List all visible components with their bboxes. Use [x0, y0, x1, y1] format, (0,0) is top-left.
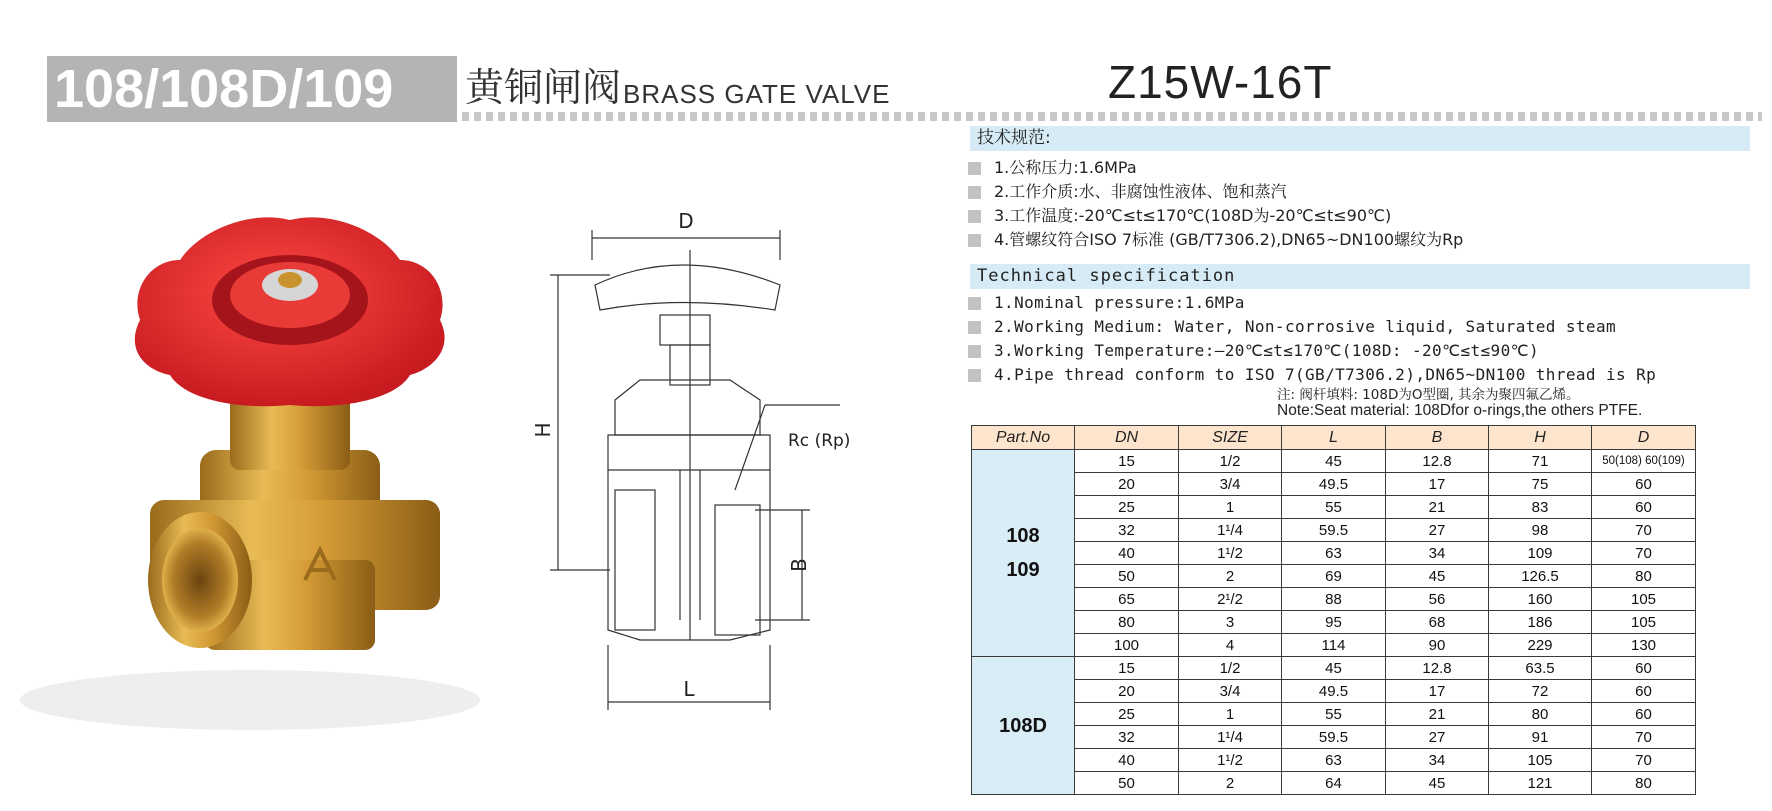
table-cell: 65: [1075, 588, 1179, 611]
table-cell: 70: [1592, 726, 1696, 749]
table-cell: 60: [1592, 657, 1696, 680]
table-cell: 3: [1179, 611, 1282, 634]
valve-section-drawing: [520, 200, 890, 740]
table-cell: 50: [1075, 772, 1179, 795]
table-cell: 1: [1179, 703, 1282, 726]
table-row: [972, 565, 1696, 588]
standard-code: Z15W-16T: [1108, 56, 1333, 108]
table-cell: 50(108) 60(109): [1592, 450, 1696, 473]
table-cell: 20: [1075, 680, 1179, 703]
table-row: [972, 611, 1696, 634]
product-title-en: BRASS GATE VALVE: [623, 79, 891, 109]
table-cell: 60: [1592, 496, 1696, 519]
product-title-cn: 黄铜闸阀: [465, 66, 622, 111]
table-cell: 95: [1282, 611, 1386, 634]
part-number-cell: 108D: [972, 657, 1075, 795]
table-cell: 17: [1386, 473, 1489, 496]
table-cell: 1¹/2: [1179, 542, 1282, 565]
table-cell: 59.5: [1282, 726, 1386, 749]
table-cell: 2: [1179, 565, 1282, 588]
table-cell: 25: [1075, 703, 1179, 726]
packing-note-en: Note:Seat material: 108Dfor o-rings,the others PTFE.: [1277, 402, 1643, 419]
spec-cn-item: 1.公称压力:1.6MPa: [968, 156, 1463, 180]
table-cell: 12.8: [1386, 657, 1489, 680]
table-row: [972, 772, 1696, 795]
bullet-square-icon: [968, 321, 981, 334]
table-cell: 32: [1075, 726, 1179, 749]
spec-en-item: 3.Working Temperature:—20℃≤t≤170℃(108D: -20℃≤t≤90℃): [968, 339, 1656, 363]
bullet-square-icon: [968, 297, 981, 310]
spec-cn-header-bar: [970, 126, 1750, 151]
table-cell: 2¹/2: [1179, 588, 1282, 611]
spec-en-item: 2.Working Medium: Water, Non-corrosive liquid, Saturated steam: [968, 315, 1656, 339]
header-l: L: [1282, 426, 1386, 450]
table-cell: 75: [1489, 473, 1592, 496]
table-cell: 55: [1282, 496, 1386, 519]
table-cell: 88: [1282, 588, 1386, 611]
table-cell: 49.5: [1282, 680, 1386, 703]
part-number-cell: 108 109: [972, 450, 1075, 657]
dim-label-h: H: [531, 422, 555, 438]
table-cell: 121: [1489, 772, 1592, 795]
packing-note-cn: 注: 阀杆填料: 108D为O型圈, 其余为聚四氟乙烯。: [1277, 387, 1580, 403]
table-cell: 20: [1075, 473, 1179, 496]
table-cell: 105: [1489, 749, 1592, 772]
table-cell: 60: [1592, 680, 1696, 703]
dimension-table-body: [972, 450, 1696, 795]
header-size: SIZE: [1179, 426, 1282, 450]
table-cell: 229: [1489, 634, 1592, 657]
table-cell: 2: [1179, 772, 1282, 795]
table-cell: 114: [1282, 634, 1386, 657]
spec-en-list: [968, 291, 1656, 387]
table-cell: 72: [1489, 680, 1592, 703]
table-cell: 12.8: [1386, 450, 1489, 473]
header-b: B: [1386, 426, 1489, 450]
table-row: [972, 450, 1696, 473]
table-row: [972, 680, 1696, 703]
table-cell: 50: [1075, 565, 1179, 588]
table-cell: 15: [1075, 450, 1179, 473]
spec-en-item: 1.Nominal pressure:1.6MPa: [968, 291, 1656, 315]
table-cell: 1¹/4: [1179, 519, 1282, 542]
table-cell: 63: [1282, 749, 1386, 772]
spec-en-item: 4.Pipe thread conform to ISO 7(GB/T7306.2),DN65~DN100 thread is Rp: [968, 363, 1656, 387]
bullet-square-icon: [968, 186, 981, 199]
table-cell: 27: [1386, 519, 1489, 542]
table-cell: 3/4: [1179, 473, 1282, 496]
spec-cn-title: 技术规范:: [977, 128, 1051, 148]
table-row: [972, 496, 1696, 519]
table-cell: 25: [1075, 496, 1179, 519]
dim-label-rc: Rc (Rp): [788, 431, 851, 451]
table-cell: 59.5: [1282, 519, 1386, 542]
table-cell: 160: [1489, 588, 1592, 611]
table-cell: 45: [1386, 565, 1489, 588]
table-cell: 105: [1592, 611, 1696, 634]
table-row: [972, 588, 1696, 611]
table-cell: 34: [1386, 749, 1489, 772]
table-cell: 70: [1592, 519, 1696, 542]
table-cell: 63.5: [1489, 657, 1592, 680]
bullet-square-icon: [968, 234, 981, 247]
table-row: [972, 634, 1696, 657]
table-row: [972, 726, 1696, 749]
dim-label-b: B: [787, 558, 811, 572]
table-cell: 15: [1075, 657, 1179, 680]
table-cell: 1/2: [1179, 450, 1282, 473]
header-d: D: [1592, 426, 1696, 450]
table-cell: 70: [1592, 749, 1696, 772]
table-cell: 63: [1282, 542, 1386, 565]
table-cell: 98: [1489, 519, 1592, 542]
table-row: [972, 473, 1696, 496]
table-cell: 4: [1179, 634, 1282, 657]
table-cell: 27: [1386, 726, 1489, 749]
dim-label-d: D: [678, 209, 694, 233]
table-cell: 1¹/4: [1179, 726, 1282, 749]
table-cell: 60: [1592, 473, 1696, 496]
table-row: [972, 749, 1696, 772]
header-h: H: [1489, 426, 1592, 450]
table-cell: 109: [1489, 542, 1592, 565]
table-cell: 105: [1592, 588, 1696, 611]
table-cell: 17: [1386, 680, 1489, 703]
spec-en-title: Technical specification: [977, 266, 1236, 286]
table-header-row: [972, 426, 1696, 450]
table-cell: 70: [1592, 542, 1696, 565]
spec-cn-item: 3.工作温度:-20℃≤t≤170℃(108D为-20℃≤t≤90℃): [968, 204, 1463, 228]
table-cell: 1: [1179, 496, 1282, 519]
table-cell: 55: [1282, 703, 1386, 726]
table-cell: 40: [1075, 542, 1179, 565]
valve-photo: [0, 200, 490, 760]
model-number: 108/108D/109: [54, 59, 394, 119]
table-cell: 32: [1075, 519, 1179, 542]
table-cell: 40: [1075, 749, 1179, 772]
dimension-table: [971, 425, 1696, 795]
table-row: [972, 657, 1696, 680]
table-cell: 130: [1592, 634, 1696, 657]
table-cell: 80: [1489, 703, 1592, 726]
spec-cn-item: 2.工作介质:水、非腐蚀性液体、饱和蒸汽: [968, 180, 1463, 204]
table-row: [972, 519, 1696, 542]
table-cell: 80: [1592, 772, 1696, 795]
header-dn: DN: [1075, 426, 1179, 450]
table-cell: 126.5: [1489, 565, 1592, 588]
table-row: [972, 542, 1696, 565]
table-cell: 34: [1386, 542, 1489, 565]
table-cell: 80: [1592, 565, 1696, 588]
table-cell: 1¹/2: [1179, 749, 1282, 772]
table-cell: 68: [1386, 611, 1489, 634]
table-cell: 100: [1075, 634, 1179, 657]
table-cell: 186: [1489, 611, 1592, 634]
table-cell: 49.5: [1282, 473, 1386, 496]
table-cell: 83: [1489, 496, 1592, 519]
table-cell: 90: [1386, 634, 1489, 657]
dim-label-l: L: [683, 677, 695, 701]
table-cell: 71: [1489, 450, 1592, 473]
table-cell: 80: [1075, 611, 1179, 634]
table-cell: 21: [1386, 496, 1489, 519]
table-cell: 56: [1386, 588, 1489, 611]
table-cell: 64: [1282, 772, 1386, 795]
table-cell: 45: [1386, 772, 1489, 795]
table-cell: 45: [1282, 657, 1386, 680]
bullet-square-icon: [968, 369, 981, 382]
table-cell: 60: [1592, 703, 1696, 726]
bullet-square-icon: [968, 210, 981, 223]
table-row: [972, 703, 1696, 726]
dotted-divider: [462, 112, 1762, 121]
table-cell: 3/4: [1179, 680, 1282, 703]
spec-cn-item: 4.管螺纹符合ISO 7标准 (GB/T7306.2),DN65~DN100螺纹为Rp: [968, 228, 1463, 252]
table-cell: 45: [1282, 450, 1386, 473]
table-cell: 1/2: [1179, 657, 1282, 680]
handwheel-icon: [135, 217, 445, 406]
spec-cn-list: [968, 156, 1463, 252]
table-cell: 91: [1489, 726, 1592, 749]
bullet-square-icon: [968, 162, 981, 175]
header-part-no: Part.No: [972, 426, 1075, 450]
table-cell: 21: [1386, 703, 1489, 726]
table-cell: 69: [1282, 565, 1386, 588]
bullet-square-icon: [968, 345, 981, 358]
